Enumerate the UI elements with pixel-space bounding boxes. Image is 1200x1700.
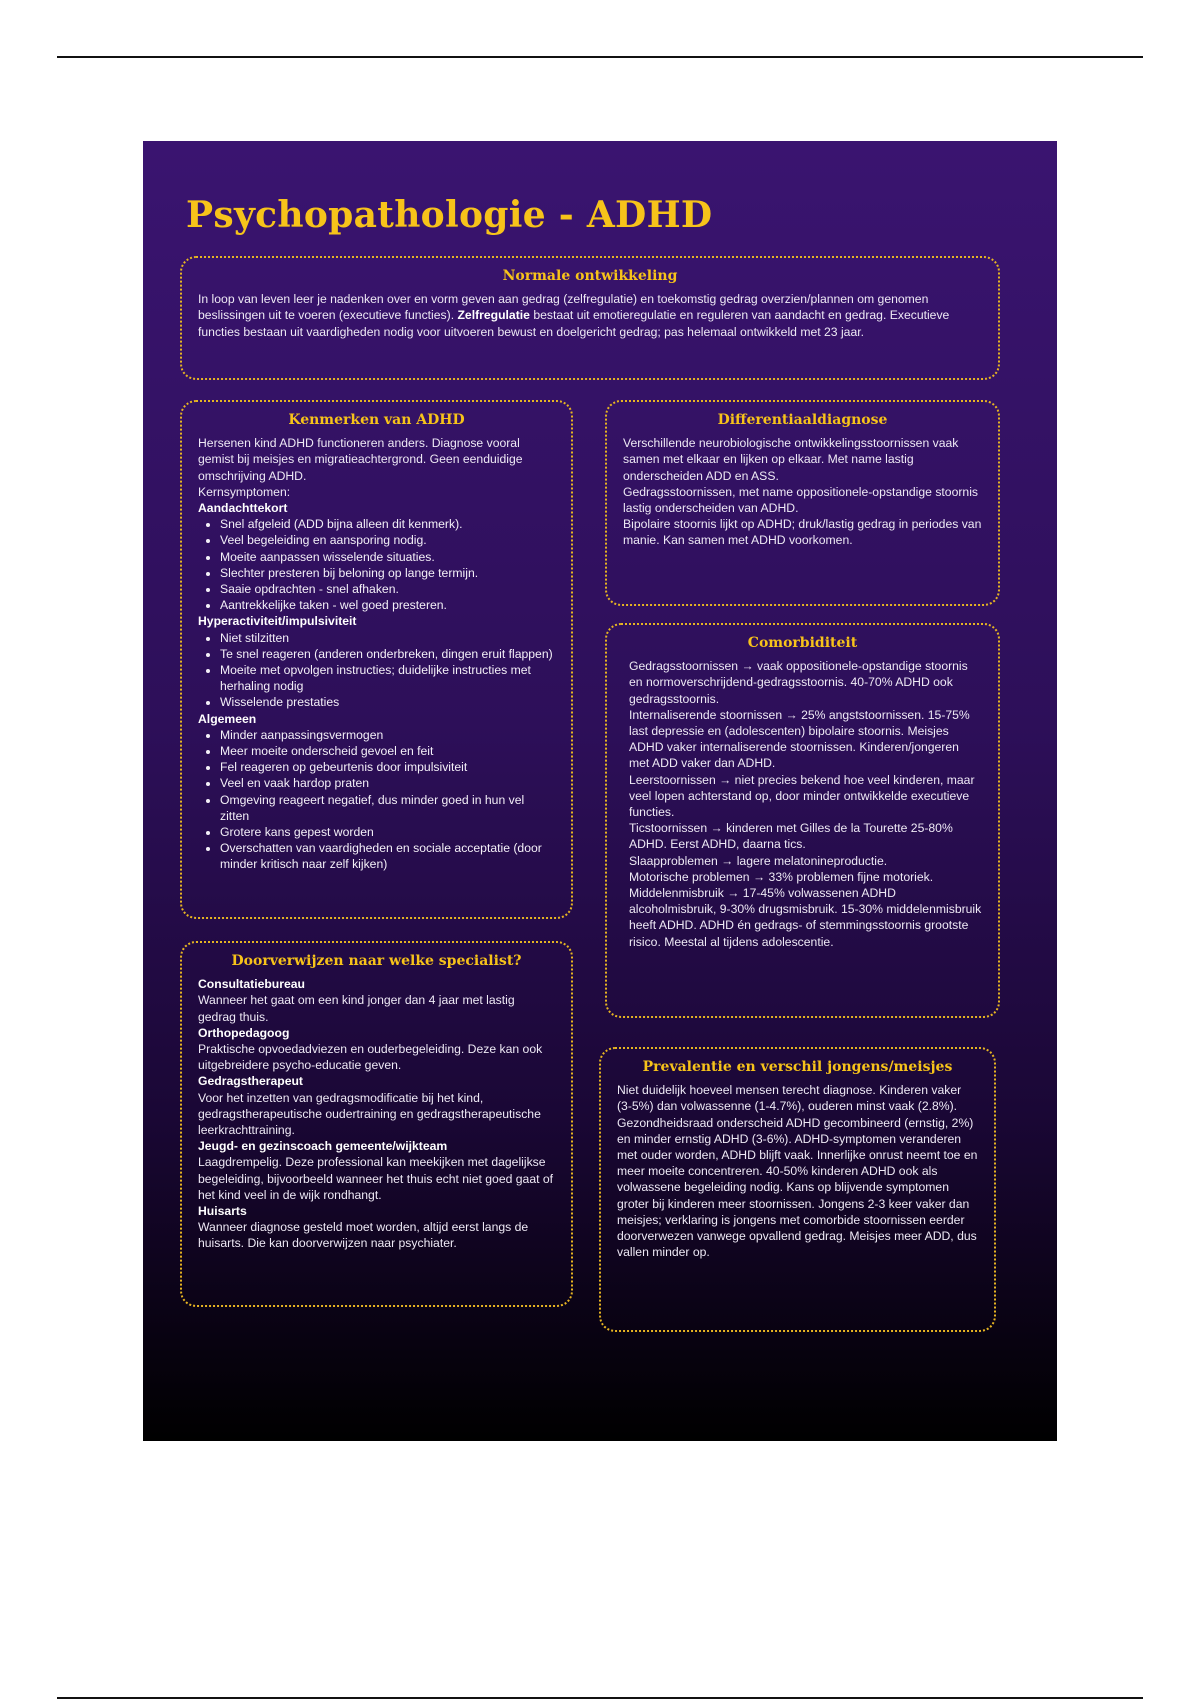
poster-title: Psychopathologie - ADHD bbox=[186, 194, 713, 236]
entry-title: Huisarts bbox=[198, 1204, 247, 1219]
list-item: • Moeite met opvolgen instructies; duidelijke instructies met herhaling nodig bbox=[220, 662, 555, 694]
entry-text: Wanneer diagnose gesteld moet worden, altijd eerst langs de huisarts. Die kan doorverwijzen naar psychiater. bbox=[198, 1220, 529, 1251]
group-title: Hyperactiviteit/impulsiviteit bbox=[198, 614, 357, 629]
list-item: • Grotere kans gepest worden bbox=[220, 824, 555, 840]
list-item: • Niet stilzitten bbox=[220, 630, 555, 646]
card-heading: Differentiaaldiagnose bbox=[717, 412, 888, 428]
entry-text: Laagdrempelig. Deze professional kan meekijken met dagelijkse begeleiding, bijvoorbeeld wanneer het thuis echt niet goed gaat of het kind veel in de wijk rondhangt. bbox=[198, 1155, 554, 1202]
list-item: • Minder aanpassingsvermogen bbox=[220, 727, 555, 743]
list-item: • Fel reageren op gebeurtenis door impulsiviteit bbox=[220, 759, 555, 775]
list-item: • Veel begeleiding en aansporing nodig. bbox=[220, 532, 555, 548]
card-differentiaaldiagnose bbox=[605, 400, 1000, 606]
card-heading: Kenmerken van ADHD bbox=[288, 412, 465, 428]
list-item: • Omgeving reageert negatief, dus minder goed in hun vel zitten bbox=[220, 792, 555, 824]
group-title: Aandachttekort bbox=[198, 501, 288, 516]
entry-text: Wanneer het gaat om een kind jonger dan 4 jaar met lastig gedrag thuis. bbox=[198, 993, 515, 1024]
list-item: • Aantrekkelijke taken - wel goed presteren. bbox=[220, 597, 555, 613]
card-text: Niet duidelijk hoeveel mensen terecht diagnose. Kinderen vaker (3-5%) dan volwassenne (1-4.7%), ouderen minst vaak (2.8%). Gezondheidsraad onderscheid ADHD gecombineerd (ernstig, 2%) en minder ernstig ADHD (3-6%). ADHD-symptomen veranderen met ouder worden, ADHD blijft vaak. Innerlijke onrust neemt toe en meer moeite concentreren. 40-50% kinderen ADHD ook als volwassene begeleiding nodig. Kans op blijvende symptomen groter bij kinderen meer stoornissen. Jongens 2-3 keer vaker dan meisjes; verklaring is jongens met comorbide stoornissen eerder doorverwezen vanwege opvallend gedrag. Meisjes meer ADD, dus vallen minder op. bbox=[617, 1083, 978, 1260]
card-comorbiditeit bbox=[605, 623, 1000, 1018]
text-part: bestaat uit emotieregulatie en reguleren van aandacht en gedrag. Executieve functies bestaan uit vaardigheden nodig voor uitvoeren bewust en doelgericht gedrag; pas helemaal ontwikkeld met 23 jaar. bbox=[198, 308, 950, 339]
card-kenmerken bbox=[180, 400, 573, 919]
entry-title: Jeugd- en gezinscoach gemeente/wijkteam bbox=[198, 1139, 448, 1154]
bottom-rule bbox=[57, 1697, 1143, 1699]
list-item: • Wisselende prestaties bbox=[220, 694, 555, 710]
list-item: • Slechter presteren bij beloning op lange termijn. bbox=[220, 565, 555, 581]
entry-title: Gedragstherapeut bbox=[198, 1074, 303, 1089]
card-heading: Comorbiditeit bbox=[747, 635, 858, 651]
bullet-list bbox=[198, 630, 555, 711]
list-item: • Veel en vaak hardop praten bbox=[220, 775, 555, 791]
card-normale-ontwikkeling bbox=[180, 256, 1000, 380]
card-heading: Prevalentie en verschil jongens/meisjes bbox=[642, 1059, 953, 1075]
text-part: In loop van leven leer je nadenken over en vorm geven aan gedrag (zelfregulatie) en toekomstig gedrag overzien/plannen om genomen beslissingen uit te voeren (executieve functies). bbox=[198, 292, 929, 323]
entry-title: Consultatiebureau bbox=[198, 977, 305, 992]
bullet-list bbox=[198, 516, 555, 613]
card-text: Gedragsstoornissen → vaak oppositionele-opstandige stoornis en normoverschrijdend-gedragsstoornis. 40-70% ADHD ook gedragsstoornis. Internaliserende stoornissen → 25% angststoornissen. 15-75% last depressie en (adolescenten) bipolaire stoornis. Meisjes ADHD vaker internaliserende stoornissen. Kinderen/jongeren met ADD vaker dan ADHD. Leerstoornissen → niet precies bekend hoe veel kinderen, maar veel lopen achterstand op, door minder ontwikkelde executieve functies. Ticstoornissen → kinderen met Gilles de la Tourette 25-80% ADHD. Eerst ADHD, daarna tics. Slaapproblemen → lagere melatonineproductie. Motorische problemen → 33% problemen fijne motoriek. Middelenmisbruik → 17-45% volwassenen ADHD alcoholmisbruik, 9-30% drugsmisbruik. 15-30% middelenmisbruik heeft ADHD. ADHD én gedrags- of stemmingsstoornis grootste risico. Meestal al tijdens adolescentie. bbox=[629, 659, 982, 949]
top-rule bbox=[57, 56, 1143, 58]
list-item: • Moeite aanpassen wisselende situaties. bbox=[220, 549, 555, 565]
card-doorverwijzen bbox=[180, 941, 573, 1307]
card-kern: Kernsymptomen: bbox=[198, 484, 291, 499]
list-item: • Overschatten van vaardigheden en sociale acceptatie (door minder kritisch naar zelf kijken) bbox=[220, 840, 555, 872]
card-text bbox=[198, 291, 982, 340]
list-item: • Saaie opdrachten - snel afhaken. bbox=[220, 581, 555, 597]
card-intro: Hersenen kind ADHD functioneren anders. Diagnose vooral gemist bij meisjes en migratieachtergrond. Geen eenduidige omschrijving ADHD. bbox=[198, 436, 523, 483]
entry-text: Voor het inzetten van gedragsmodificatie bij het kind, gedragstherapeutische oudertraining en gedragstherapeutische leerkrachttraining. bbox=[198, 1090, 541, 1138]
list-item: • Snel afgeleid (ADD bijna alleen dit kenmerk). bbox=[220, 516, 555, 532]
entry-title: Orthopedagoog bbox=[198, 1025, 290, 1040]
card-heading: Doorverwijzen naar welke specialist? bbox=[231, 953, 522, 969]
poster bbox=[143, 141, 1057, 1441]
list-item: • Meer moeite onderscheid gevoel en feit bbox=[220, 743, 555, 759]
list-item: • Te snel reageren (anderen onderbreken, dingen eruit flappen) bbox=[220, 646, 555, 662]
text-bold: Zelfregulatie bbox=[457, 308, 530, 323]
card-text: Verschillende neurobiologische ontwikkelingsstoornissen vaak samen met elkaar en lijken op elkaar. Met name lastig onderscheiden ADD en ASS. Gedragsstoornissen, met name oppositionele-opstandige stoornis lastig onderscheiden van ADHD. Bipolaire stoornis lijkt op ADHD; druk/lastig gedrag in periodes van manie. Kan samen met ADHD voorkomen. bbox=[623, 436, 982, 548]
bullet-list bbox=[198, 727, 555, 873]
card-heading: Normale ontwikkeling bbox=[502, 268, 678, 284]
group-title: Algemeen bbox=[198, 711, 257, 726]
entry-text: Praktische opvoedadviezen en ouderbegeleiding. Deze kan ook uitgebreidere psycho-educatie geven. bbox=[198, 1042, 543, 1073]
card-prevalentie bbox=[599, 1047, 996, 1332]
